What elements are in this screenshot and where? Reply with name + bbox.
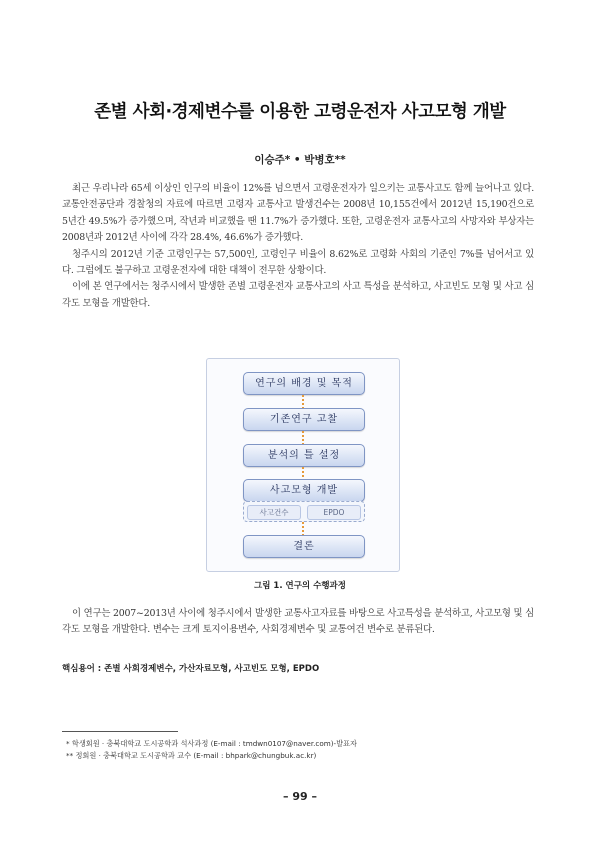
intro-paragraph-2: 청주시의 2012년 기준 고령인구는 57,500인, 고령인구 비율이 8.62%로 고령화 사회의 기준인 7%를 넘어서고 있다. 그럼에도 불구하고 고령운전자에 대한 대책이 전무한 상황이다. bbox=[62, 248, 534, 277]
step-analysis-framework: 분석의 틀 설정 bbox=[243, 444, 365, 467]
method-section bbox=[62, 606, 534, 639]
connector-arrow bbox=[302, 431, 304, 444]
step-literature-review: 기존연구 고찰 bbox=[243, 408, 365, 431]
sub-item-accident-count: 사고건수 bbox=[247, 505, 301, 520]
connector-arrow bbox=[302, 522, 304, 535]
intro-paragraph-3: 이에 본 연구에서는 청주시에서 발생한 존별 고령운전자 교통사고의 사고 특성을 분석하고, 사고빈도 모형 및 사고 심각도 모형을 개발한다. bbox=[62, 281, 534, 309]
step-background-purpose: 연구의 배경 및 목적 bbox=[243, 372, 365, 395]
paper-title: 존별 사회·경제변수를 이용한 고령운전자 사고모형 개발 bbox=[94, 102, 506, 122]
author-list: 이승주* • 박병호** bbox=[254, 154, 346, 166]
step-model-development: 사고모형 개발 bbox=[243, 479, 365, 502]
page-number: – 99 – bbox=[283, 790, 317, 803]
intro-paragraph-1: 최근 우리나라 65세 이상인 인구의 비율이 12%를 넘으면서 고령운전자가 일으키는 교통사고도 함께 늘어나고 있다. 교통안전공단과 경찰청의 자료에 따르면 고령자 교통사고 발생건수는 2008년 10,155건에서 2012년 15,190건으로 5년간 49.5%가 증가했으며, 작년과 비교했을 땐 11.7%가 증가했다. 또한, 고령운전자 교통사고의 사망자와 부상자는 2008년과 2012년 사이에 각각 28.4%, 46.6%가 증가했다. bbox=[62, 183, 534, 244]
method-paragraph: 이 연구는 2007~2013년 사이에 청주시에서 발생한 교통사고자료를 바탕으로 사고특성을 분석하고, 사고모형 및 심각도 모형을 개발한다. 변수는 크게 토지이용변수, 사회경제변수 및 교통여건 변수로 분류된다. bbox=[62, 608, 534, 636]
figure-caption: 그림 1. 연구의 수행과정 bbox=[254, 581, 346, 591]
footnotes bbox=[66, 738, 546, 762]
research-process-figure bbox=[206, 358, 400, 572]
step-conclusion: 결론 bbox=[243, 535, 365, 558]
connector-arrow bbox=[302, 395, 304, 408]
sub-item-epdo: EPDO bbox=[307, 505, 361, 520]
keywords: 핵심용어 : 존별 사회경제변수, 가산자료모형, 사고빈도 모형, EPDO bbox=[62, 664, 320, 674]
intro-section bbox=[62, 181, 534, 312]
footnote-divider bbox=[62, 731, 178, 732]
footnote-2: ** 정회원 · 충북대학교 도시공학과 교수 (E-mail : bhpark@chungbuk.ac.kr) bbox=[66, 751, 317, 760]
footnote-1: * 학생회원 · 충북대학교 도시공학과 석사과정 (E-mail : tmdwn0107@naver.com)-발표자 bbox=[66, 739, 357, 748]
model-sub-items bbox=[243, 501, 365, 522]
